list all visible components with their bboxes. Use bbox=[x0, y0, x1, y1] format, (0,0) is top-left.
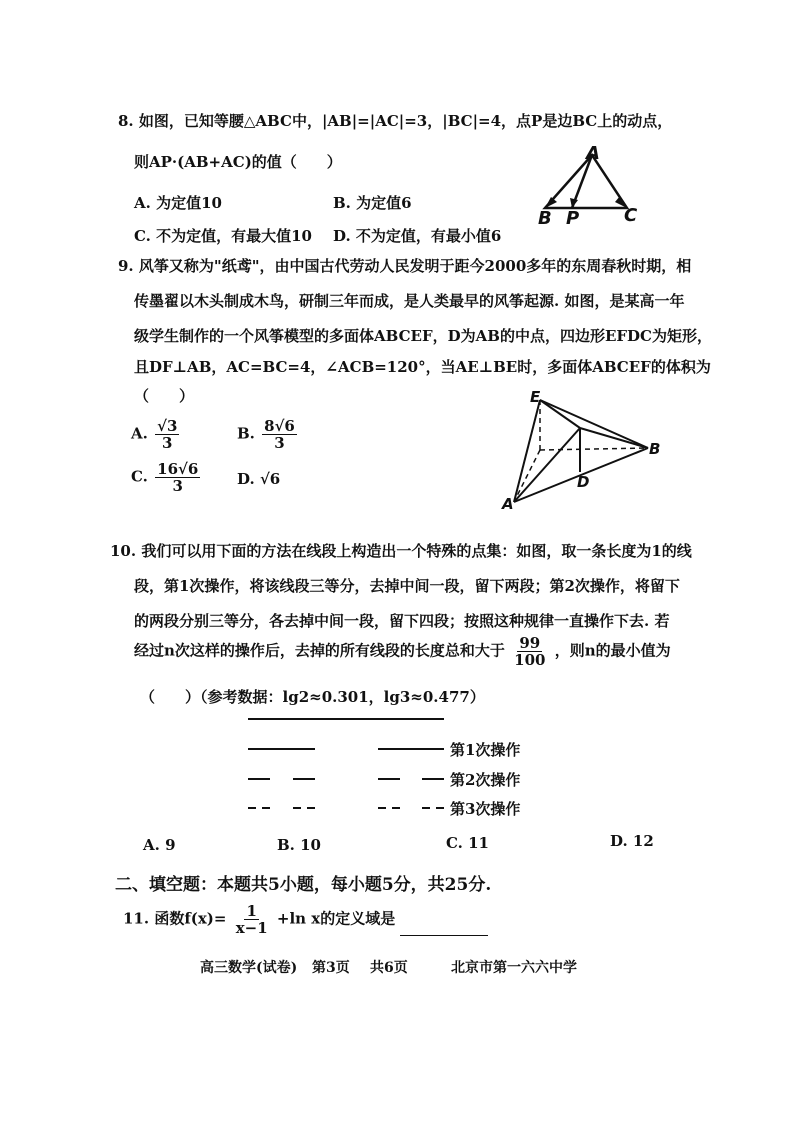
q9-option-d-value: √6 bbox=[259, 470, 281, 488]
q10-option-d: D. 12 bbox=[610, 832, 654, 850]
q10-option-c: C. 11 bbox=[446, 834, 489, 852]
q9-option-b bbox=[237, 418, 299, 451]
q8-label-b: B bbox=[538, 208, 552, 229]
q8-label-p: P bbox=[566, 208, 580, 229]
q9-line-3: 级学生制作的一个风筝模型的多面体ABCEF，D为AB的中点，四边形EFDC为矩形， bbox=[134, 327, 712, 345]
q10-op3-label: 第3次操作 bbox=[450, 800, 521, 818]
footer-school: 北京市第一六六中学 bbox=[451, 960, 577, 976]
q10-fraction-num: 99 bbox=[519, 634, 541, 652]
cantor-op3-seg5 bbox=[378, 807, 386, 809]
cantor-op3-seg1 bbox=[248, 807, 256, 809]
q8-option-d: D. 不为定值，有最小值6 bbox=[333, 227, 502, 245]
q9-line-4: 且DF⊥AB，AC=BC=4，∠ACB=120°，当AE⊥BE时，多面体ABCEF的体积为 bbox=[134, 358, 711, 376]
q10-line-4-post: ，则n的最小值为 bbox=[554, 641, 671, 660]
q9-label-b: B bbox=[649, 440, 661, 458]
q10-line-4-pre: 经过n次这样的操作后，去掉的所有线段的长度总和大于 bbox=[134, 641, 505, 660]
q11-answer-blank[interactable] bbox=[400, 923, 488, 936]
q8-label-a: A bbox=[586, 143, 600, 164]
q9-paren: （ ） bbox=[134, 387, 195, 405]
q11-fraction-den: x−1 bbox=[235, 919, 268, 937]
q8-option-a: A. 为定值10 bbox=[134, 194, 222, 212]
q10-fraction bbox=[512, 635, 547, 668]
section-2-heading: 二、填空题：本题共5小题，每小题5分，共25分. bbox=[115, 875, 492, 895]
q9-option-c-label: C. bbox=[131, 467, 148, 486]
cantor-op1-left bbox=[248, 748, 315, 750]
cantor-op3-seg8 bbox=[436, 807, 444, 809]
q8-option-c: C. 不为定值，有最大值10 bbox=[134, 227, 312, 245]
cantor-op3-seg4 bbox=[307, 807, 315, 809]
q11-pre: 11. 函数f(x)= bbox=[123, 909, 227, 928]
cantor-op2-seg1 bbox=[248, 778, 270, 780]
q10-fraction-den: 100 bbox=[514, 651, 546, 669]
q11-fraction-num: 1 bbox=[246, 902, 257, 920]
q9-option-a bbox=[131, 418, 181, 451]
q11-text bbox=[123, 903, 488, 936]
cantor-op3-seg6 bbox=[392, 807, 400, 809]
q9-line-2: 传墨翟以木头制成木鸟，研制三年而成，是人类最早的风筝起源. 如图，是某高一年 bbox=[134, 292, 685, 310]
q10-line-1: 10. 我们可以用下面的方法在线段上构造出一个特殊的点集：如图，取一条长度为1的线 bbox=[110, 542, 692, 560]
cantor-op1-right bbox=[378, 748, 444, 750]
q10-line-3: 的两段分别三等分，各去掉中间一段，留下四段；按照这种规律一直操作下去. 若 bbox=[134, 612, 670, 630]
cantor-op2-seg2 bbox=[293, 778, 315, 780]
q9-label-a: A bbox=[502, 495, 514, 513]
q10-option-b: B. 10 bbox=[277, 836, 321, 854]
cantor-op3-seg2 bbox=[262, 807, 270, 809]
q8-ask: 则AP·(AB+AC)的值（ ） bbox=[134, 153, 342, 171]
q10-option-a: A. 9 bbox=[143, 836, 176, 854]
footer-total: 共6页 bbox=[370, 960, 408, 976]
footer-subject: 高三数学(试卷) bbox=[200, 960, 298, 976]
q9-option-c-fraction bbox=[155, 461, 200, 494]
q9-option-a-num: √3 bbox=[157, 417, 178, 435]
q8-label-c: C bbox=[624, 205, 638, 226]
q9-option-b-den: 3 bbox=[274, 434, 285, 452]
q9-option-c-den: 3 bbox=[172, 477, 183, 495]
q9-option-a-den: 3 bbox=[162, 434, 173, 452]
q9-option-d-label: D. bbox=[237, 470, 255, 488]
q10-op2-label: 第2次操作 bbox=[450, 771, 521, 789]
footer-page: 第3页 bbox=[312, 960, 350, 976]
cantor-op3-seg7 bbox=[422, 807, 430, 809]
q9-option-b-label: B. bbox=[237, 424, 255, 443]
q9-label-d: D bbox=[577, 473, 590, 491]
q10-op1-label: 第1次操作 bbox=[450, 741, 521, 759]
q9-option-b-num: 8√6 bbox=[264, 417, 295, 435]
q11-post: +ln x的定义域是 bbox=[276, 909, 396, 928]
q11-fraction bbox=[234, 903, 270, 936]
q9-label-e: E bbox=[530, 388, 541, 406]
cantor-op2-seg3 bbox=[378, 778, 400, 780]
cantor-op2-seg4 bbox=[422, 778, 444, 780]
q9-option-c-num: 16√6 bbox=[157, 460, 199, 478]
q10-line-5: （ ）（参考数据：lg2≈0.301，lg3≈0.477） bbox=[140, 688, 485, 706]
q9-polyhedron-figure bbox=[500, 390, 660, 510]
q9-line-1: 9. 风筝又称为"纸鸢"，由中国古代劳动人民发明于距今2000多年的东周春秋时期，相 bbox=[118, 257, 692, 275]
q10-line-2: 段，第1次操作，将该线段三等分，去掉中间一段，留下两段；第2次操作，将留下 bbox=[134, 577, 680, 595]
q9-option-d bbox=[237, 470, 280, 488]
q9-option-a-fraction bbox=[155, 418, 179, 451]
q8-option-b: B. 为定值6 bbox=[333, 194, 412, 212]
q9-option-c bbox=[131, 461, 202, 494]
q9-option-a-label: A. bbox=[131, 424, 148, 443]
cantor-original-segment bbox=[248, 718, 444, 720]
cantor-op3-seg3 bbox=[293, 807, 301, 809]
q8-stem: 8. 如图，已知等腰△ABC中，|AB|=|AC|=3，|BC|=4，点P是边BC上的动点， bbox=[118, 112, 673, 130]
q10-line-4 bbox=[134, 635, 671, 668]
q9-option-b-fraction bbox=[262, 418, 297, 451]
